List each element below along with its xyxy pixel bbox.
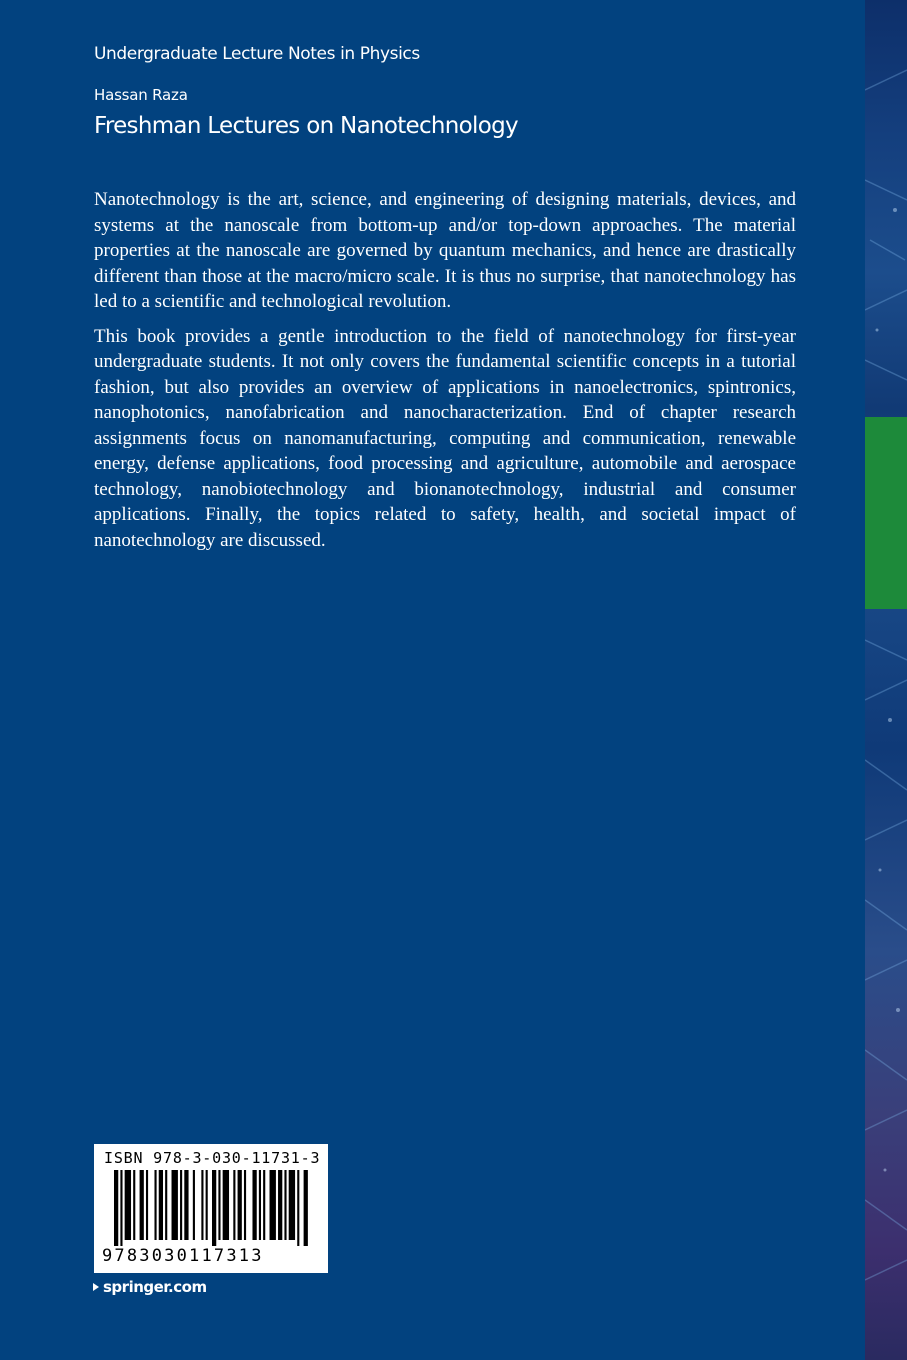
barcode-bar [270, 1170, 276, 1240]
barcode-bar [146, 1170, 148, 1240]
barcode-bar [154, 1170, 156, 1240]
barcode-bar [120, 1170, 122, 1246]
barcode-bar [165, 1170, 167, 1240]
barcode-box [94, 1144, 328, 1273]
blurb [94, 187, 796, 562]
series-name: Undergraduate Lecture Notes in Physics [94, 44, 420, 64]
barcode-bar [297, 1170, 299, 1246]
barcode-bar [193, 1170, 195, 1240]
publisher-url: springer.com [103, 1278, 207, 1296]
barcode-bar [244, 1170, 246, 1240]
barcode-bar [180, 1170, 182, 1240]
barcode-bar [223, 1170, 229, 1240]
barcode-bar [218, 1170, 220, 1240]
barcode-bar [133, 1170, 135, 1240]
barcode-bar [263, 1170, 265, 1240]
blurb-paragraph-2: This book provides a gentle introduction to the field of nanotechnology for first-year undergraduate students. It not only covers the fundamental scientific concepts in a tutorial fashion, but also provides an overview of applications in nanoelectronics, spintronics, nanophotonics, nanofabrication and nanocharacterization. End of chapter research assignments focus on nanomanufacturing, computing and communication, renewable energy, defense applications, food processing and agriculture, automobile and aerospace technology, nanobiotechnology and bionanotechnology, industrial and consumer applications. Finally, the topics related to safety, health, and societal impact of nanotechnology are discussed. [94, 325, 796, 551]
spine-image [865, 0, 907, 1360]
arrow-right-icon [93, 1283, 99, 1291]
barcode-bar [114, 1170, 118, 1246]
barcode-bar [212, 1170, 216, 1246]
barcode-bar [238, 1170, 242, 1240]
barcode-bar [184, 1170, 188, 1240]
barcode-bar [159, 1170, 163, 1240]
blurb-paragraph-1: Nanotechnology is the art, science, and engineering of designing materials, devices, and systems at the nanoscale from bottom-up and/or top-down approaches. The material properties at the nanoscale are governed by quantum mechanics, and hence are drastically different than those at the macro/micro scale. It is thus no surprise, that nanotechnology has led to a scientific and technological revolution. [94, 189, 796, 312]
barcode-digits: 9783030117313 [102, 1246, 264, 1266]
book-title: Freshman Lectures on Nanotechnology [94, 113, 518, 139]
barcode-bar [284, 1170, 286, 1240]
barcode-bar [259, 1170, 261, 1240]
barcode-bar [252, 1170, 256, 1240]
barcode-bar [206, 1170, 208, 1240]
barcode-icon [114, 1170, 310, 1246]
barcode-bar [233, 1170, 235, 1240]
barcode-bar [201, 1170, 203, 1240]
barcode-bar [304, 1170, 308, 1246]
isbn-label: ISBN 978-3-030-11731-3 [104, 1149, 321, 1167]
barcode-bar [278, 1170, 282, 1240]
spine-green-band [865, 417, 907, 609]
barcode-bar [172, 1170, 178, 1240]
barcode-bar [140, 1170, 144, 1240]
author-name: Hassan Raza [94, 86, 188, 104]
barcode-bar [125, 1170, 131, 1240]
publisher-link[interactable] [93, 1278, 207, 1296]
barcode-bar [289, 1170, 295, 1240]
